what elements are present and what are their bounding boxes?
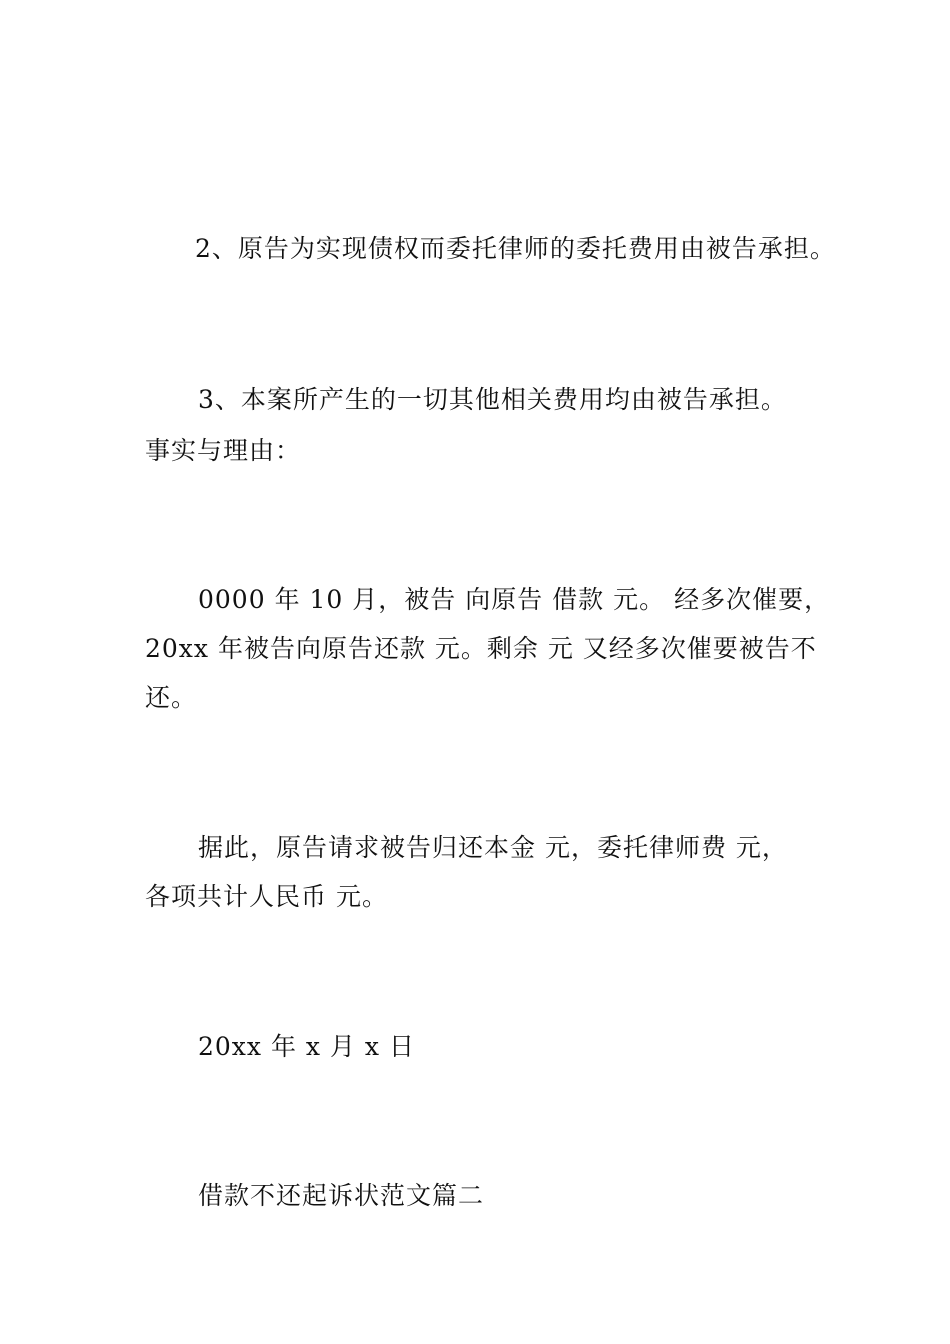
request-paragraph-line-2: 各项共计人民币 元。 — [145, 882, 388, 911]
facts-paragraph-line-3: 还。 — [145, 683, 198, 712]
claim-item-3: 3、本案所产生的一切其他相关费用均由被告承担。 — [198, 385, 787, 414]
request-paragraph-line-1: 据此，原告请求被告归还本金 元，委托律师费 元， — [198, 833, 788, 862]
document-date: 20xx 年 x 月 x 日 — [198, 1032, 415, 1061]
claim-item-2: 2、原告为实现债权而委托律师的委托费用由被告承担。 — [195, 234, 836, 263]
facts-paragraph-line-1: 0000 年 10 月，被告 向原告 借款 元。 经多次催要， — [198, 585, 831, 614]
section-heading-facts: 事实与理由： — [145, 436, 302, 465]
facts-paragraph-line-2: 20xx 年被告向原告还款 元。剩余 元 又经多次催要被告不 — [145, 634, 817, 663]
next-section-title: 借款不还起诉状范文篇二 — [198, 1181, 485, 1210]
